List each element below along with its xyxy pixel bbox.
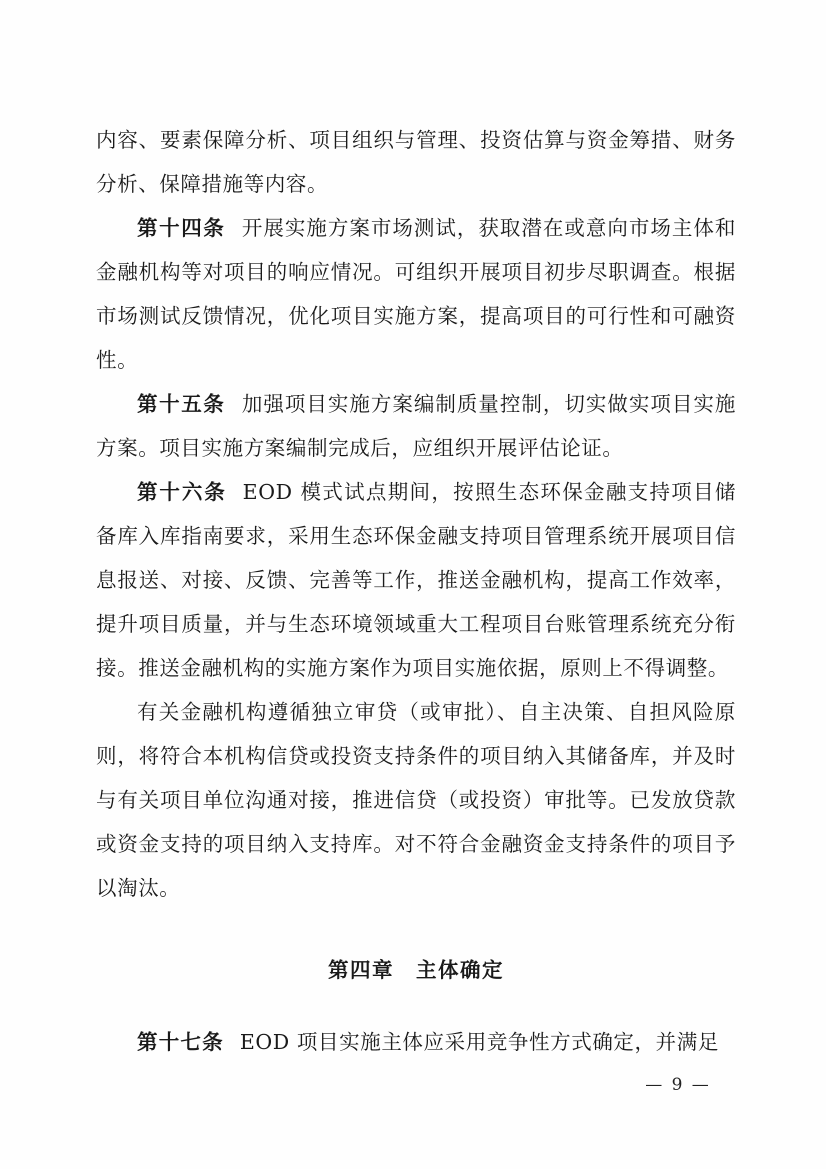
article-15 xyxy=(96,382,736,470)
paragraph-text: 有关金融机构遵循独立审贷（或审批）、自主决策、自担风险原则，将符合本机构信贷或投资支持条件的项目纳入其储备库，并及时与有关项目单位沟通对接，推进信贷（或投资）审批等。已发放贷款或资金支持的项目纳入支持库。对不符合金融资金支持条件的项目予以淘汰。 xyxy=(96,700,736,900)
paragraph-text: 内容、要素保障分析、项目组织与管理、投资估算与资金筹措、财务分析、保障措施等内容。 xyxy=(96,128,736,196)
article-14 xyxy=(96,206,736,382)
article-16 xyxy=(96,470,736,690)
page-number: — 9 — xyxy=(645,1075,711,1095)
article-17 xyxy=(96,1020,736,1064)
page-footer xyxy=(0,1075,826,1095)
article-label: 第十四条 xyxy=(137,216,226,240)
paragraph-text: EOD 模式试点期间，按照生态环保金融支持项目储备库入库指南要求，采用生态环保金融支持项目管理系统开展项目信息报送、对接、反馈、完善等工作，推送金融机构，提高工作效率，提升项目质量，并与生态环境领域重大工程项目台账管理系统充分衔接。推送金融机构的实施方案作为项目实施依据，原则上不得调整。 xyxy=(96,480,736,680)
paragraph-continued xyxy=(96,118,736,206)
paragraph-text: EOD 项目实施主体应采用竞争性方式确定，并满足 xyxy=(239,1030,719,1054)
paragraph-financial-institutions xyxy=(96,690,736,910)
paragraph-text: 开展实施方案市场测试，获取潜在或意向市场主体和金融机构等对项目的响应情况。可组织开展项目初步尽职调查。根据市场测试反馈情况，优化项目实施方案，提高项目的可行性和可融资性。 xyxy=(96,216,736,372)
chapter-title: 主体确定 xyxy=(416,958,504,982)
article-label: 第十五条 xyxy=(137,392,226,416)
article-label: 第十六条 xyxy=(137,480,227,504)
chapter-number: 第四章 xyxy=(328,958,394,982)
article-label: 第十七条 xyxy=(137,1030,224,1054)
document-body xyxy=(96,118,736,1064)
paragraph-text: 加强项目实施方案编制质量控制，切实做实项目实施方案。项目实施方案编制完成后，应组织开展评估论证。 xyxy=(96,392,736,460)
chapter-heading xyxy=(96,950,736,990)
